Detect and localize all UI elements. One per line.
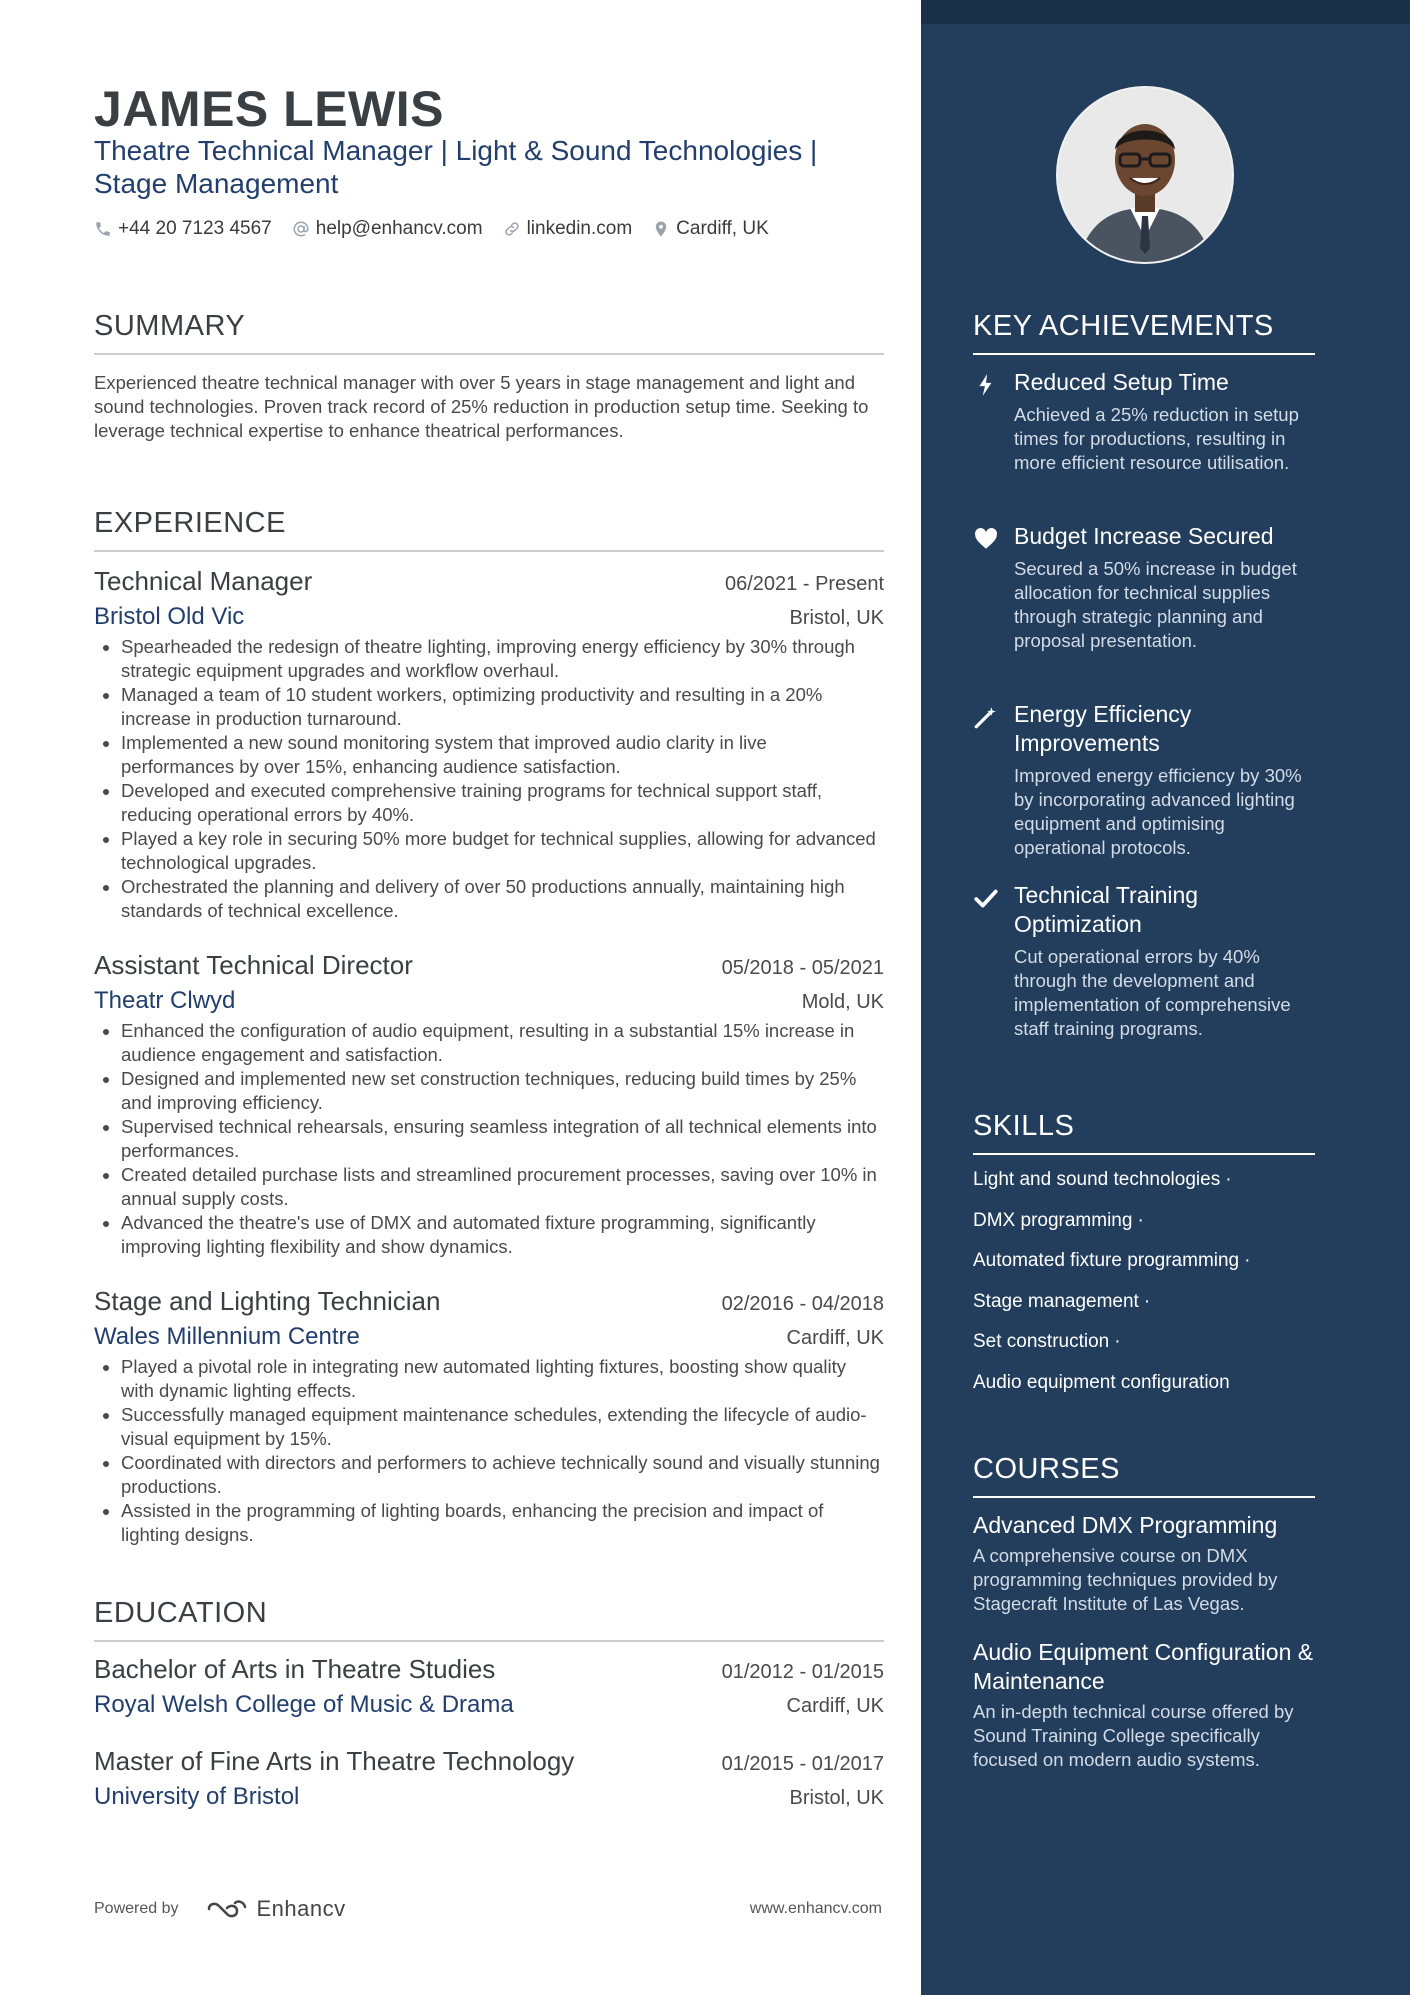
link-icon bbox=[503, 220, 521, 238]
skill-separator: · bbox=[1114, 1331, 1121, 1353]
achievement-desc: Secured a 50% increase in budget allocation for technical supplies through strategic planning and proposal presentation. bbox=[1014, 558, 1297, 651]
skill-separator: · bbox=[1244, 1250, 1251, 1272]
bullet-item: • Advanced the theatre's use of DMX and automated fixture programming, significantly improving lighting flexibility and show dynamics. bbox=[121, 1211, 884, 1259]
achievement-desc: Improved energy efficiency by 30% by incorporating advanced lighting equipment and optimising operational protocols. bbox=[1014, 765, 1302, 858]
brand-name: Enhancv bbox=[256, 1896, 346, 1921]
summary-text: Experienced theatre technical manager with over 5 years in stage management and light and sound technologies. Proven track record of 25% reduction in production setup time. Seeking to leverage technical expertise to enhance theatrical performances. bbox=[94, 372, 869, 441]
map-pin-icon bbox=[652, 220, 670, 238]
course-desc: A comprehensive course on DMX programming techniques provided by Stagecraft Institute of Las Vegas. bbox=[973, 1545, 1278, 1614]
bullet-item: • Supervised technical rehearsals, ensuring seamless integration of all technical elements into performances. bbox=[121, 1115, 884, 1163]
contact-linkedin[interactable] bbox=[503, 218, 633, 240]
bullet-item: • Implemented a new sound monitoring system that improved audio clarity in live performances by over 15%, enhancing audience satisfaction. bbox=[121, 731, 884, 779]
education-dates: 01/2015 - 01/2017 bbox=[721, 1753, 884, 1775]
course-item bbox=[973, 1511, 1315, 1616]
avatar bbox=[1056, 86, 1234, 264]
enhancv-logo-icon bbox=[205, 1897, 251, 1921]
skill-separator: · bbox=[1137, 1209, 1144, 1231]
job-title: Stage and Lighting Technician bbox=[94, 1286, 441, 1316]
achievement-item bbox=[973, 522, 1315, 653]
at-sign-icon bbox=[292, 220, 310, 238]
course-desc: An in-depth technical course offered by Sound Training College specifically focused on modern audio systems. bbox=[973, 1701, 1294, 1770]
education-heading: EDUCATION bbox=[94, 1597, 884, 1642]
job-bullets bbox=[94, 1019, 884, 1259]
achievement-desc: Cut operational errors by 40% through the development and implementation of comprehensive staff training programs. bbox=[1014, 946, 1291, 1039]
school-location: Cardiff, UK bbox=[786, 1695, 884, 1717]
contact-row bbox=[94, 218, 789, 240]
bullet-item: • Designed and implemented new set construction techniques, reducing build times by 25% and improving efficiency. bbox=[121, 1067, 884, 1115]
achievement-title: Budget Increase Secured bbox=[1014, 523, 1274, 549]
candidate-name: JAMES LEWIS bbox=[94, 81, 444, 137]
school-name: University of Bristol bbox=[94, 1783, 300, 1810]
phone-icon bbox=[94, 220, 112, 238]
job-bullets bbox=[94, 1355, 884, 1547]
job-entry bbox=[94, 950, 884, 1259]
achievement-title: Technical Training Optimization bbox=[1014, 882, 1199, 937]
heart-icon bbox=[973, 526, 999, 552]
achievement-item bbox=[973, 700, 1315, 860]
job-entry bbox=[94, 566, 884, 923]
checkmark-icon bbox=[973, 885, 999, 911]
company-name: Wales Millennium Centre bbox=[94, 1323, 360, 1350]
courses-heading: COURSES bbox=[973, 1453, 1315, 1498]
website-link[interactable]: www.enhancv.com bbox=[749, 1900, 882, 1917]
job-location: Cardiff, UK bbox=[786, 1327, 884, 1349]
job-location: Bristol, UK bbox=[789, 607, 884, 629]
achievement-item bbox=[973, 368, 1315, 475]
sidebar-top-bar bbox=[921, 0, 1410, 24]
enhancv-logo[interactable] bbox=[205, 1896, 346, 1922]
skill-item: Audio equipment configuration bbox=[973, 1371, 1230, 1393]
bullet-item: • Created detailed purchase lists and streamlined procurement processes, saving over 10% in annual supply costs. bbox=[121, 1163, 884, 1211]
education-entry bbox=[94, 1746, 884, 1811]
course-title: Advanced DMX Programming bbox=[973, 1512, 1278, 1538]
contact-location bbox=[652, 218, 769, 240]
achievement-title: Reduced Setup Time bbox=[1014, 369, 1229, 395]
summary-heading: SUMMARY bbox=[94, 310, 884, 355]
job-title: Technical Manager bbox=[94, 566, 313, 596]
skill-item: Automated fixture programming · bbox=[973, 1250, 1251, 1272]
skill-item: Light and sound technologies · bbox=[973, 1169, 1232, 1190]
bullet-item: • Played a pivotal role in integrating new automated lighting fixtures, boosting show quality with dynamic lighting effects. bbox=[121, 1355, 884, 1403]
footer bbox=[94, 1896, 884, 1922]
skill-item: DMX programming · bbox=[973, 1209, 1144, 1231]
location-text: Cardiff, UK bbox=[676, 218, 769, 239]
degree-title: Master of Fine Arts in Theatre Technology bbox=[94, 1746, 575, 1776]
skill-item: Stage management · bbox=[973, 1290, 1151, 1312]
lightning-bolt-icon bbox=[973, 372, 999, 398]
experience-heading: EXPERIENCE bbox=[94, 507, 884, 552]
achievements-heading: KEY ACHIEVEMENTS bbox=[973, 310, 1315, 355]
contact-phone[interactable] bbox=[94, 218, 272, 240]
course-title: Audio Equipment Configuration & Maintenance bbox=[973, 1639, 1314, 1694]
magic-wand-icon bbox=[973, 704, 999, 730]
bullet-item: • Assisted in the programming of lighting boards, enhancing the precision and impact of lighting designs. bbox=[121, 1499, 884, 1547]
skills-heading: SKILLS bbox=[973, 1110, 1315, 1155]
company-name: Theatr Clwyd bbox=[94, 987, 236, 1014]
bullet-item: • Spearheaded the redesign of theatre lighting, improving energy efficiency by 30% through strategic equipment upgrades and workflow overhaul. bbox=[121, 635, 884, 683]
school-location: Bristol, UK bbox=[789, 1787, 884, 1809]
company-name: Bristol Old Vic bbox=[94, 603, 245, 630]
achievement-title: Energy Efficiency Improvements bbox=[1014, 701, 1192, 756]
course-item bbox=[973, 1638, 1315, 1772]
job-dates: 06/2021 - Present bbox=[725, 573, 884, 595]
bullet-item: • Orchestrated the planning and delivery of over 50 productions annually, maintaining high standards of technical excellence. bbox=[121, 875, 884, 923]
school-name: Royal Welsh College of Music & Drama bbox=[94, 1691, 514, 1718]
skill-separator: · bbox=[1143, 1290, 1151, 1312]
bullet-item: • Coordinated with directors and performers to achieve technically sound and visually stunning productions. bbox=[121, 1451, 884, 1499]
skill-separator: · bbox=[1225, 1169, 1232, 1190]
skills-list bbox=[973, 1164, 1315, 1408]
achievement-desc: Achieved a 25% reduction in setup times for productions, resulting in more efficient resource utilisation. bbox=[1014, 404, 1299, 473]
contact-email[interactable] bbox=[292, 218, 483, 240]
skill-item: Set construction · bbox=[973, 1331, 1121, 1353]
candidate-headline: Theatre Technical Manager | Light & Sound Technologies | Stage Management bbox=[94, 135, 818, 199]
profile-photo-icon bbox=[1058, 88, 1232, 262]
job-dates: 05/2018 - 05/2021 bbox=[721, 957, 884, 979]
education-dates: 01/2012 - 01/2015 bbox=[721, 1661, 884, 1683]
education-entry bbox=[94, 1654, 884, 1719]
email-text: help@enhancv.com bbox=[315, 218, 483, 239]
bullet-item: • Enhanced the configuration of audio equipment, resulting in a substantial 15% increase in audience engagement and satisfaction. bbox=[121, 1019, 884, 1067]
powered-by bbox=[94, 1896, 346, 1922]
achievement-item bbox=[973, 881, 1315, 1041]
job-dates: 02/2016 - 04/2018 bbox=[721, 1293, 884, 1315]
degree-title: Bachelor of Arts in Theatre Studies bbox=[94, 1654, 496, 1684]
phone-text: +44 20 7123 4567 bbox=[118, 218, 272, 239]
bullet-item: • Successfully managed equipment maintenance schedules, extending the lifecycle of audio-visual equipment by 15%. bbox=[121, 1403, 884, 1451]
linkedin-text: linkedin.com bbox=[526, 218, 633, 239]
job-entry bbox=[94, 1286, 884, 1547]
powered-by-label: Powered by bbox=[94, 1900, 179, 1917]
bullet-item: • Managed a team of 10 student workers, optimizing productivity and resulting in a 20% increase in production turnaround. bbox=[121, 683, 884, 731]
job-bullets bbox=[94, 635, 884, 923]
job-location: Mold, UK bbox=[801, 991, 884, 1013]
sidebar bbox=[921, 0, 1410, 1995]
bullet-item: • Developed and executed comprehensive training programs for technical support staff, reducing operational errors by 40%. bbox=[121, 779, 884, 827]
bullet-item: • Played a key role in securing 50% more budget for technical supplies, allowing for advanced technological upgrades. bbox=[121, 827, 884, 875]
job-title: Assistant Technical Director bbox=[94, 950, 413, 980]
